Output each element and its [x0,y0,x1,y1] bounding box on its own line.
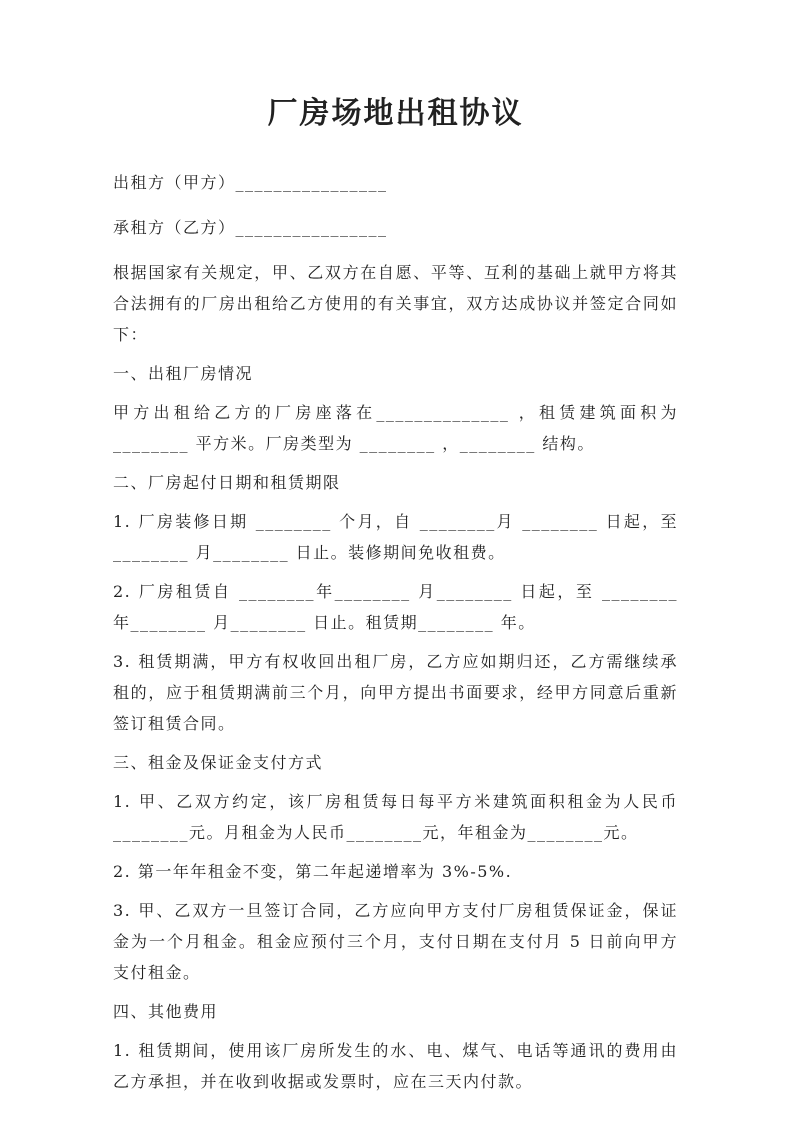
document-title: 厂房场地出租协议 [267,96,524,131]
intro-paragraph: 根据国家有关规定，甲、乙双方在自愿、平等、互利的基础上就甲方将其合法拥有的厂房出租给乙方使用的有关事宜，双方达成协议并签定合同如下： [113,263,678,344]
section-4-item-1: 1. 租赁期间，使用该厂房所发生的水、电、煤气、电话等通讯的费用由乙方承担，并在收到收据或发票时，应在三天内付款。 [113,1041,678,1091]
section-4-heading: 四、其他费用 [113,1002,219,1021]
section-3-item-2: 2. 第一年年租金不变，第二年起递增率为 3%-5%. [113,862,513,881]
section-3-heading: 三、租金及保证金支付方式 [113,753,324,772]
section-1-item-1: 甲方出租给乙方的厂房座落在______________ ，租赁建筑面积为 ________ 平方米。厂房类型为 ________ ，________ 结构。 [113,403,678,453]
section-3-item-3: 3. 甲、乙双方一旦签订合同，乙方应向甲方支付厂房租赁保证金，保证金为一个月租金。租金应预付三个月，支付日期在支付月 5 日前向甲方支付租金。 [113,901,678,982]
section-2-item-3: 3. 租赁期满，甲方有权收回出租厂房，乙方应如期归还，乙方需继续承租的，应于租赁期满前三个月，向甲方提出书面要求，经甲方同意后重新签订租赁合同。 [113,652,678,733]
section-2-item-1: 1. 厂房装修日期 ________ 个月，自 ________月 ________ 日起，至 ________ 月________ 日止。装修期间免收租费。 [113,512,678,562]
section-1-heading: 一、出租厂房情况 [113,364,254,383]
section-2-item-2: 2. 厂房租赁自 ________年________ 月________ 日起，至 ________ 年________ 月________ 日止。租赁期________ 年。 [113,582,678,632]
section-3-item-1: 1. 甲、乙双方约定，该厂房租赁每日每平方米建筑面积租金为人民币 ________元。月租金为人民币________元，年租金为________元。 [113,792,678,842]
section-2-heading: 二、厂房起付日期和租赁期限 [113,473,341,492]
party-b-line: 承租方（乙方）________________ [113,218,388,237]
party-a-line: 出租方（甲方）________________ [113,173,388,192]
